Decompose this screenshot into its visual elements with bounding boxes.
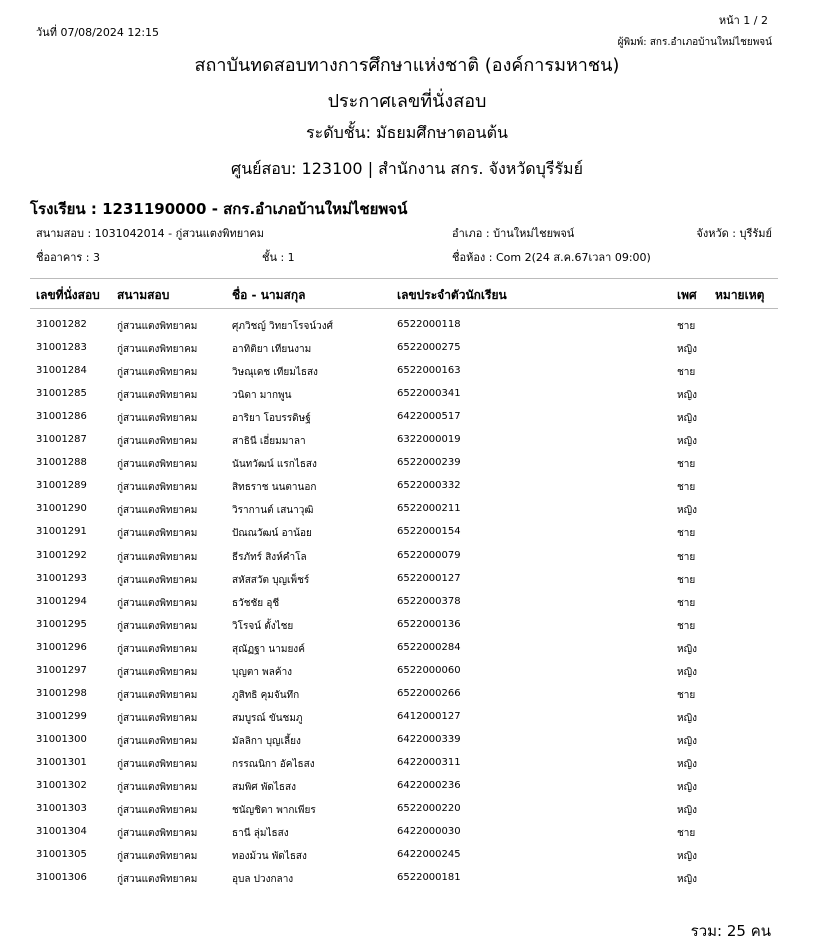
table-row [0,319,814,342]
col-name-header: ชื่อ - นามสกุล [232,288,306,302]
sex: ชาย [677,367,696,379]
page-number: หน้า 1 / 2 [718,14,768,27]
seat-number: 31001290 [36,503,87,515]
district-info: อำเภอ : บ้านใหม่ไชยพจน์ [452,227,575,240]
table-row [0,665,814,688]
student-id: 6522000163 [397,365,461,377]
sex: หญิง [677,390,697,402]
school-heading: โรงเรียน : 1231190000 - สกร.อำเภอบ้านใหม่ไชยพจน์ [30,200,408,218]
seat-number: 31001285 [36,388,87,400]
table-header-rule [30,308,778,309]
student-name: ปัณณวัฒน์ อาน้อย [232,528,312,540]
table-row [0,734,814,757]
student-id: 6522000211 [397,503,461,515]
table-row [0,872,814,895]
seat-number: 31001282 [36,319,87,330]
table-top-rule [30,278,778,279]
venue-name: กู่สวนแตงพิทยาคม [117,321,198,332]
student-name: กรรณนิกา อัคไธสง [232,758,315,770]
student-id: 6422000517 [397,411,461,423]
student-id: 6522000220 [397,803,461,815]
student-name: สาธินี เอี่ยมมาลา [232,436,306,448]
seat-number: 31001306 [36,872,87,884]
sex: ชาย [677,459,696,471]
sex: หญิง [677,643,697,655]
student-name: สุณัฏฐา นามยงค์ [232,643,305,655]
venue-name: กู่สวนแตงพิทยาคม [117,482,198,494]
print-date: วันที่ 07/08/2024 12:15 [36,26,160,39]
student-name: บุญตา พลค้าง [232,666,293,678]
student-id: 6522000266 [397,687,461,699]
venue-name: กู่สวนแตงพิทยาคม [117,505,198,517]
student-name: วิษณุเดช เทียมไธสง [232,367,318,379]
student-id: 6322000019 [397,434,461,446]
sex: หญิง [677,805,697,817]
venue-name: กู่สวนแตงพิทยาคม [117,574,198,586]
student-id: 6422000236 [397,780,461,791]
venue-name: กู่สวนแตงพิทยาคม [117,666,198,678]
agency-title: สถาบันทดสอบทางการศึกษาแห่งชาติ (องค์การมหาชน) [194,55,620,76]
sex: ชาย [677,482,696,494]
venue-name: กู่สวนแตงพิทยาคม [117,782,198,793]
sex: หญิง [677,851,697,863]
venue-name: กู่สวนแตงพิทยาคม [117,874,198,886]
student-name: สิทธราช นนตานอก [232,482,317,494]
student-id: 6522000060 [397,664,461,676]
sex: ชาย [677,689,696,701]
student-id: 6422000030 [397,826,461,838]
table-row [0,342,814,365]
sex: ชาย [677,321,696,332]
student-name: วิรากานต์ เสนาวุฒิ [232,505,314,517]
student-id: 6412000127 [397,710,461,722]
student-name: วนิดา มากพูน [232,390,292,402]
table-row [0,619,814,642]
sex: หญิง [677,436,697,448]
table-row [0,573,814,596]
student-id: 6522000079 [397,549,461,561]
table-row [0,550,814,573]
student-name: ภูสิทธิ คุมจันทึก [232,689,300,701]
table-row [0,388,814,411]
seat-number: 31001305 [36,849,87,861]
venue-name: กู่สวนแตงพิทยาคม [117,643,198,655]
table-row [0,826,814,849]
student-id: 6422000311 [397,756,461,768]
sex: หญิง [677,505,697,517]
student-name: ชนัญชิดา พากเพียร [232,805,316,817]
province-info: จังหวัด : บุรีรัมย์ [696,227,772,240]
table-row [0,642,814,665]
student-id: 6522000275 [397,342,461,354]
venue-name: กู่สวนแตงพิทยาคม [117,689,198,701]
sex: ชาย [677,574,696,586]
venue-name: กู่สวนแตงพิทยาคม [117,459,198,471]
venue-name: กู่สวนแตงพิทยาคม [117,344,198,356]
student-name: สมพิศ พัดไธสง [232,782,297,793]
seat-number: 31001287 [36,434,87,446]
col-remark-header: หมายเหตุ [715,288,765,302]
student-id: 6422000245 [397,849,461,861]
seat-number: 31001291 [36,526,87,538]
seat-number: 31001286 [36,411,87,423]
student-name: นันทวัฒน์ แรกไธสง [232,459,317,471]
seat-number: 31001296 [36,641,87,653]
student-id: 6522000332 [397,480,461,492]
table-row [0,688,814,711]
announcement-title: ประกาศเลขที่นั่งสอบ [327,91,487,112]
seat-number: 31001292 [36,549,87,561]
venue-name: กู่สวนแตงพิทยาคม [117,851,198,863]
student-id: 6522000154 [397,526,461,538]
sex: ชาย [677,551,696,563]
venue-name: กู่สวนแตงพิทยาคม [117,805,198,817]
exam-center-title: ศูนย์สอบ: 123100 | สำนักงาน สกร. จังหวัดบุรีรัมย์ [231,159,583,178]
seat-number: 31001302 [36,780,87,791]
room-info: ชื่อห้อง : Com 2(24 ส.ค.67เวลา 09:00) [452,251,651,264]
student-id: 6422000339 [397,733,461,745]
sex: หญิง [677,782,697,793]
student-name: อุบล ปวงกลาง [232,874,294,886]
seat-number: 31001288 [36,457,87,469]
table-row [0,711,814,734]
floor-info: ชั้น : 1 [262,251,295,264]
table-row [0,503,814,526]
sex: หญิง [677,344,697,356]
table-row [0,526,814,549]
printed-by: ผู้พิมพ์: สกร.อำเภอบ้านใหม่ไชยพจน์ [617,37,772,48]
table-row [0,780,814,803]
venue-name: กู่สวนแตงพิทยาคม [117,528,198,540]
seat-number: 31001295 [36,618,87,630]
student-name: วิโรจน์ ตั้งไชย [232,620,294,632]
sex: ชาย [677,828,696,840]
student-name: สหัสสวัต บุญเพ็ชร์ [232,574,310,586]
seat-number: 31001294 [36,595,87,607]
seat-number: 31001300 [36,733,87,745]
sex: หญิง [677,758,697,770]
venue-name: กู่สวนแตงพิทยาคม [117,828,198,840]
table-row [0,849,814,872]
total-count: รวม: 25 คน [690,922,771,940]
seat-number: 31001301 [36,756,87,768]
student-name: ศุภวิชญ์ วิทยาโรจน์วงศ์ [232,321,334,332]
student-name: ธวัชชัย อุชี [232,597,280,609]
venue-name: กู่สวนแตงพิทยาคม [117,735,198,747]
venue-name: กู่สวนแตงพิทยาคม [117,620,198,632]
table-row [0,803,814,826]
venue-info: สนามสอบ : 1031042014 - กู่สวนแตงพิทยาคม [36,227,265,240]
student-id: 6522000239 [397,457,461,469]
table-row [0,434,814,457]
student-id: 6522000118 [397,319,461,330]
venue-name: กู่สวนแตงพิทยาคม [117,436,198,448]
student-name: ทองม้วน พัดไธสง [232,851,307,863]
student-id: 6522000181 [397,872,461,884]
col-venue-header: สนามสอบ [117,288,170,302]
venue-name: กู่สวนแตงพิทยาคม [117,390,198,402]
venue-name: กู่สวนแตงพิทยาคม [117,413,198,425]
venue-name: กู่สวนแตงพิทยาคม [117,597,198,609]
seat-number: 31001284 [36,365,87,377]
col-seat-header: เลขที่นั่งสอบ [36,288,100,302]
seat-number: 31001298 [36,687,87,699]
sex: หญิง [677,666,697,678]
sex: ชาย [677,620,696,632]
seat-number: 31001289 [36,480,87,492]
student-id: 6522000341 [397,388,461,400]
table-row [0,365,814,388]
table-row [0,757,814,780]
sex: หญิง [677,874,697,886]
student-name: อาทิติยา เทียนงาม [232,344,312,356]
student-id: 6522000136 [397,618,461,630]
seat-number: 31001299 [36,710,87,722]
student-id: 6522000284 [397,641,461,653]
table-row [0,457,814,480]
student-name: ธานี ลุ่มไธสง [232,828,289,840]
seat-number: 31001304 [36,826,87,838]
level-title: ระดับชั้น: มัธยมศึกษาตอนต้น [306,123,508,142]
seat-number: 31001303 [36,803,87,815]
student-name: มัลลิกา บุญเลี้ยง [232,735,301,747]
col-sex-header: เพศ [677,288,697,302]
venue-name: กู่สวนแตงพิทยาคม [117,758,198,770]
student-name: อาริยา โอบรรดิษฐ์ [232,413,311,425]
table-row [0,411,814,434]
student-name: สมบูรณ์ ขันชมภู [232,712,303,724]
table-row [0,596,814,619]
building-info: ชื่ออาคาร : 3 [36,251,100,264]
venue-name: กู่สวนแตงพิทยาคม [117,551,198,563]
seat-number: 31001297 [36,664,87,676]
sex: ชาย [677,528,696,540]
student-id: 6522000127 [397,572,461,584]
seat-number: 31001283 [36,342,87,354]
sex: หญิง [677,413,697,425]
sex: ชาย [677,597,696,609]
seat-number: 31001293 [36,572,87,584]
sex: หญิง [677,735,697,747]
venue-name: กู่สวนแตงพิทยาคม [117,367,198,379]
student-name: ธีรภัทร์ สิงห์คำโล [232,551,307,563]
table-row [0,480,814,503]
venue-name: กู่สวนแตงพิทยาคม [117,712,198,724]
student-id: 6522000378 [397,595,461,607]
sex: หญิง [677,712,697,724]
col-student-id-header: เลขประจำตัวนักเรียน [397,288,507,302]
